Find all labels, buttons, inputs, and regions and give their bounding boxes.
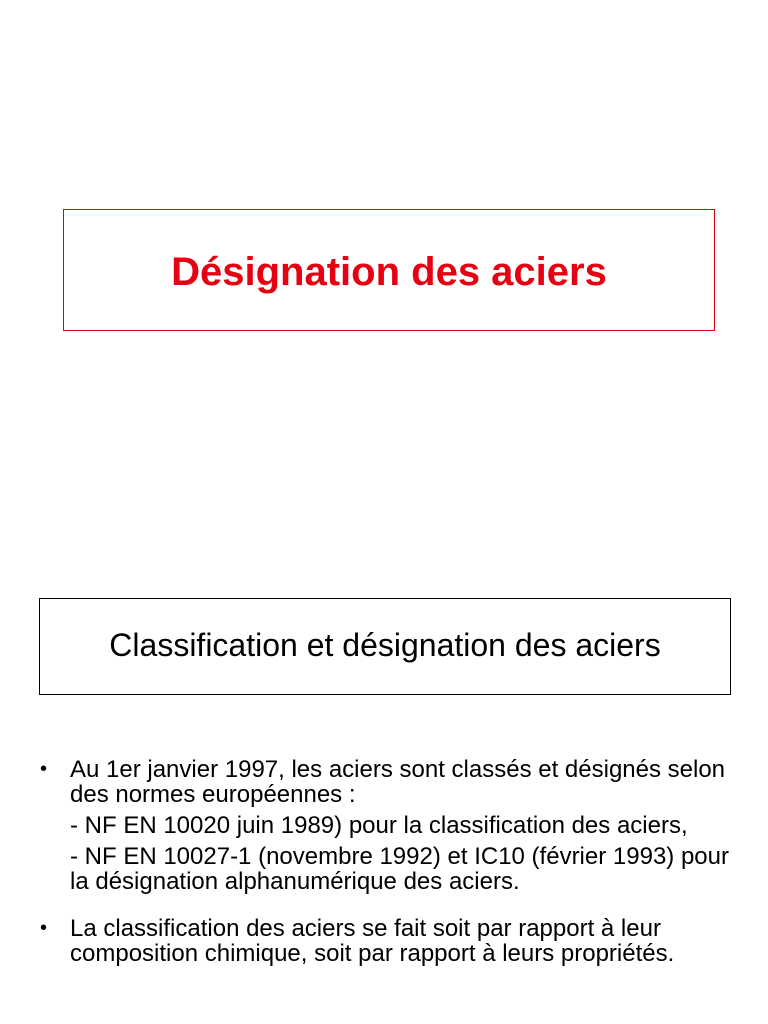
heading-frame <box>39 598 731 695</box>
bullet-text: - NF EN 10020 juin 1989) pour la classification des aciers, <box>70 812 688 839</box>
bullet-text: La classification des aciers se fait soit par rapport à leur composition chimique, soit par rapport à leurs propriétés. <box>70 915 675 967</box>
title-frame <box>63 209 715 331</box>
bullet-text: Au 1er janvier 1997, les aciers sont classés et désignés selon des normes européennes : <box>70 756 726 808</box>
bullet-item <box>0 757 768 894</box>
slide-heading: Classification et désignation des aciers <box>109 626 661 663</box>
slide-title: Désignation des aciers <box>171 250 607 294</box>
bullet-text: - NF EN 10027-1 (novembre 1992) et IC10 (février 1993) pour la désignation alphanumérique des aciers. <box>70 843 729 895</box>
bullet-marker: • <box>40 917 48 939</box>
bullet-item <box>0 916 768 966</box>
bullet-list <box>0 757 768 966</box>
bullet-marker: • <box>40 758 48 780</box>
